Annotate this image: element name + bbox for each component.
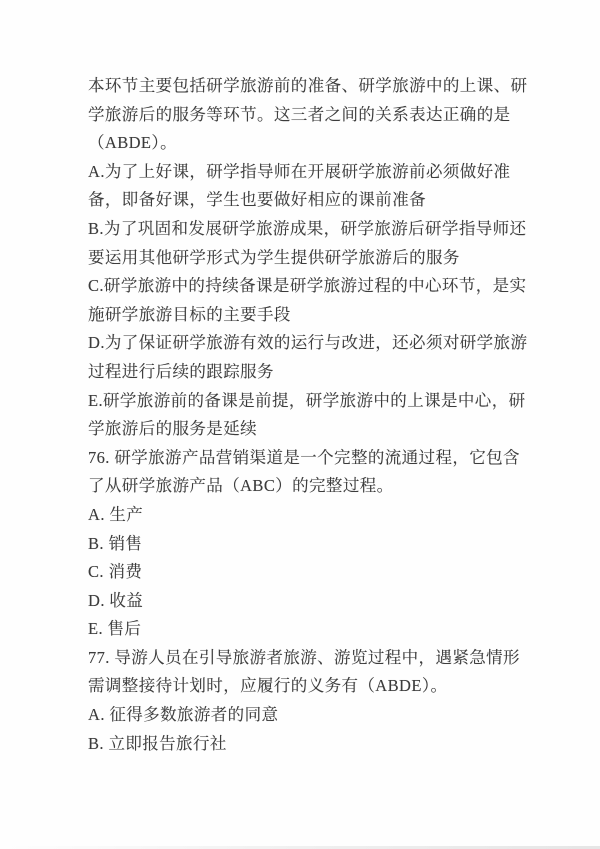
- question-75-option-e-line: 学旅游后的服务是延续: [88, 419, 257, 439]
- question-76-option-a-line: A. 生产: [88, 504, 144, 524]
- question-75-option-b-line: 要运用其他研学形式为学生提供研学旅游后的服务: [88, 247, 460, 267]
- question-77-option-b-line: B. 立即报告旅行社: [88, 733, 227, 753]
- question-75-option-d-line: 过程进行后续的跟踪服务: [88, 361, 274, 381]
- question-75-option-d-line: D.为了保证研学旅游有效的运行与改进，还必须对研学旅游: [88, 333, 528, 353]
- question-77-option-a-line: A. 征得多数旅游者的同意: [88, 705, 279, 725]
- question-75-option-c-line: 施研学旅游目标的主要手段: [88, 304, 291, 324]
- question-77-stem-line: 77. 导游人员在引导旅游者旅游、游览过程中，遇紧急情形: [88, 647, 520, 667]
- question-76-option-b-line: B. 销售: [88, 533, 143, 553]
- question-75-answer-line: （ABDE）。: [88, 133, 177, 153]
- question-75-option-e-line: E.研学旅游前的备课是前提，研学旅游中的上课是中心，研: [88, 390, 526, 410]
- question-75-option-a-line: 备，即备好课，学生也要做好相应的课前准备: [88, 190, 426, 210]
- question-76-stem-line: 了从研学旅游产品（ABC）的完整过程。: [88, 476, 394, 496]
- question-75-option-a-line: A.为了上好课，研学指导师在开展研学旅游前必须做好准: [88, 161, 511, 181]
- question-76-option-c-line: C. 消费: [88, 562, 143, 582]
- question-75-option-c-line: C.研学旅游中的持续备课是研学旅游过程的中心环节，是实: [88, 276, 527, 296]
- question-75-option-b-line: B.为了巩固和发展研学旅游成果，研学旅游后研学指导师还: [88, 218, 527, 238]
- question-76-stem-line: 76. 研学旅游产品营销渠道是一个完整的流通过程，它包含: [88, 447, 520, 467]
- question-77-stem-line: 需调整接待计划时，应履行的义务有（ABDE）。: [88, 676, 448, 696]
- question-75-stem-line: 学旅游后的服务等环节。这三者之间的关系表达正确的是: [88, 104, 511, 124]
- question-75-stem-line: 本环节主要包括研学旅游前的准备、研学旅游中的上课、研: [88, 76, 528, 95]
- text-block: [88, 72, 530, 758]
- question-76-option-d-line: D. 收益: [88, 590, 144, 610]
- question-76-option-e-line: E. 售后: [88, 619, 142, 639]
